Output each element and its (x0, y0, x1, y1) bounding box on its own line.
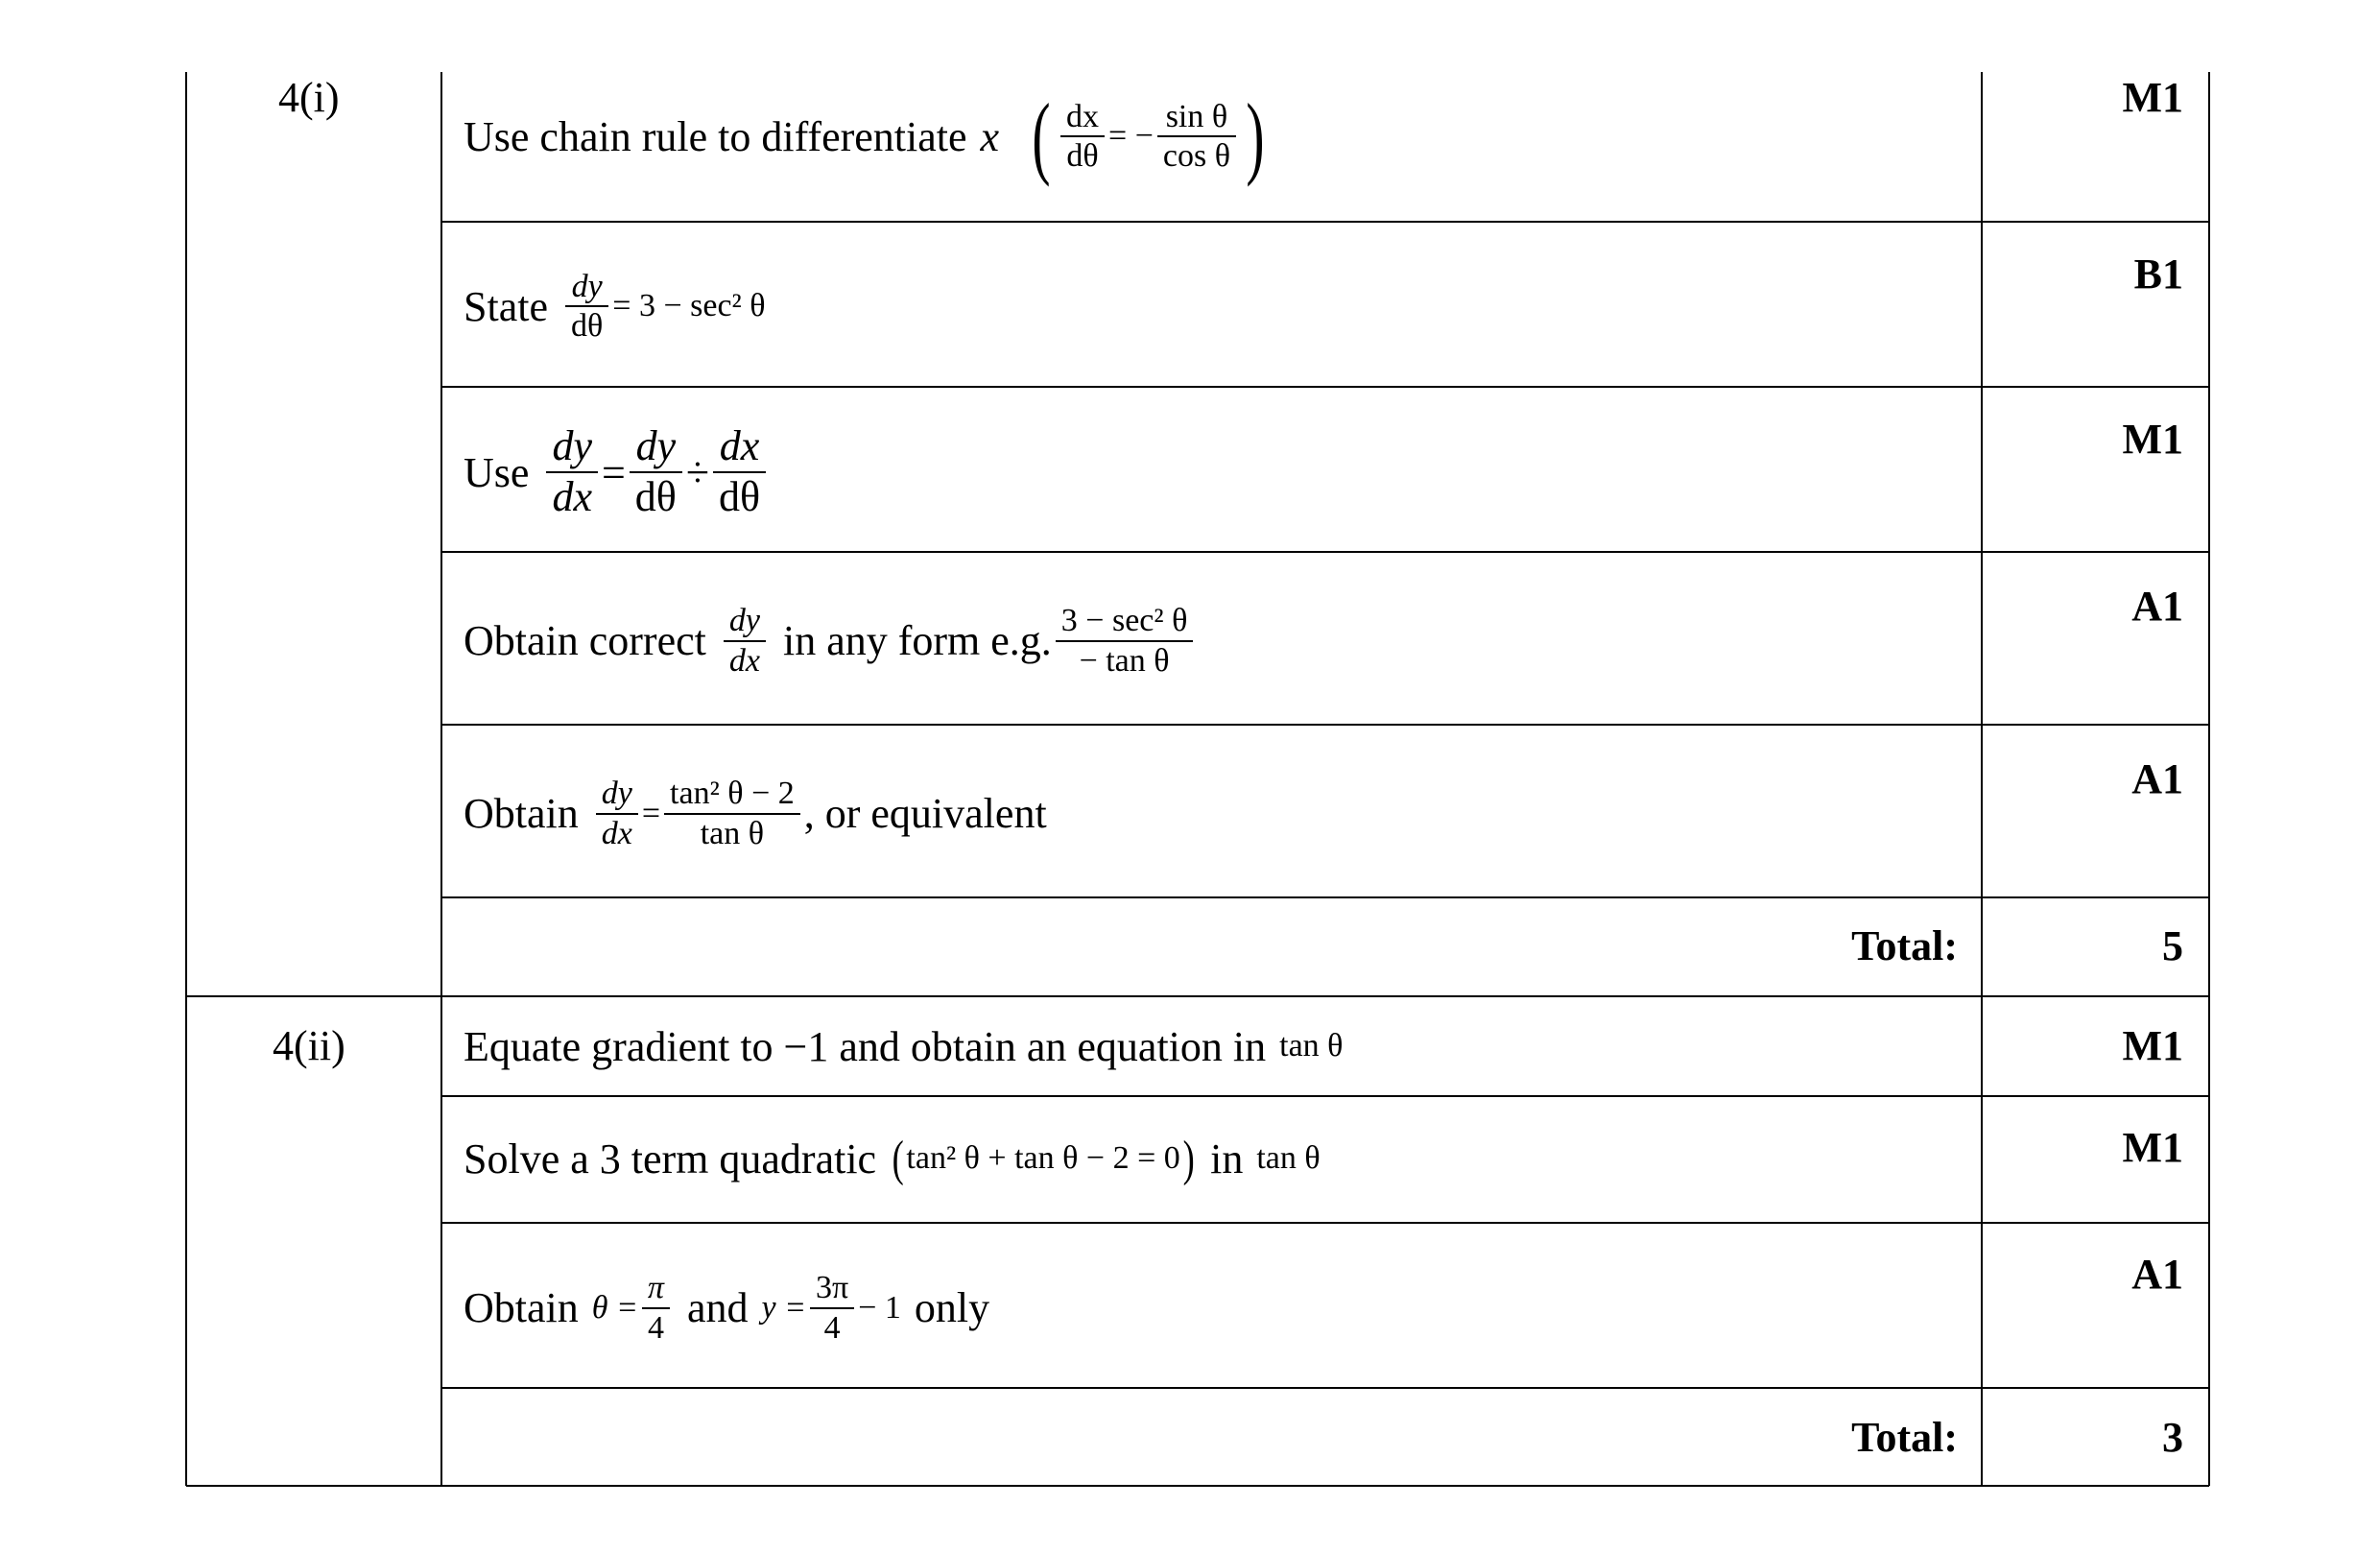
fraction-dy-dtheta: $\frac{dy}{d\theta}$ (565, 268, 608, 345)
fraction-dy-dtheta-2: $\frac{dy}{d\theta}$ (630, 422, 682, 521)
fraction-dy-dx: $\frac{dy}{dx}$ (546, 422, 598, 521)
variable-x: x (980, 112, 1000, 160)
total-value-4ii: 3 (2162, 1414, 2183, 1461)
fraction-dx-dtheta-2: $\frac{dx}{d\theta}$ (713, 422, 766, 521)
word-in: in (1210, 1135, 1244, 1183)
total-label-4i: Total: (1851, 922, 1958, 969)
mark-4ii-1: M1 (2122, 1022, 2183, 1069)
expr-tan-theta: tan θ (1279, 1028, 1344, 1063)
mark-4i-5: A1 (2131, 755, 2183, 802)
row-4ii-2-label: Solve a 3 term quadratic (464, 1135, 877, 1183)
mark-4i-4: A1 (2131, 583, 2183, 630)
equals-sign-2: = (641, 795, 661, 831)
row-4i-4-middle-text: in any form e.g. (782, 617, 1052, 664)
question-number-4ii: 4(ii) (273, 1022, 345, 1069)
fraction-3pi-over-4: $\frac{3\pi}{4}$ (810, 1269, 854, 1346)
row-4i-2-label: State (464, 282, 548, 330)
fraction-dy-dx-3: $\frac{dy}{dx}$ (596, 775, 638, 851)
fraction-tan2-minus-2-over-tan: $\frac{\text{tan² θ − 2}}{\text{tan θ}}$ (664, 775, 800, 851)
mark-4i-3: M1 (2122, 416, 2183, 463)
row-4i-5-label: Obtain (464, 790, 579, 837)
row-4i-3-label: Use (464, 448, 530, 496)
fraction-pi-over-4: $\frac{\pi}{4}$ (642, 1269, 670, 1346)
mark-4i-2: B1 (2133, 251, 2183, 298)
expr-quadratic: tan² θ + tan θ − 2 = 0 (906, 1140, 1180, 1176)
row-4i-3-text (464, 415, 770, 530)
y-equals: y = (761, 1289, 807, 1326)
mark-4ii-2: M1 (2122, 1124, 2183, 1171)
divide-sign: ÷ (685, 448, 710, 496)
row-4i-2-text (464, 253, 766, 359)
word-and: and (686, 1284, 749, 1331)
total-value-4i: 5 (2162, 922, 2183, 969)
fraction-dx-dtheta: $\frac{dx}{d\theta}$ (1060, 98, 1105, 175)
row-4i-1-label: Use chain rule to differentiate (464, 112, 967, 160)
row-4i-5-text (464, 758, 1047, 869)
row-4i-5-tail: , or equivalent (803, 790, 1047, 837)
mark-4ii-3: A1 (2131, 1251, 2183, 1298)
minus-one: − 1 (858, 1289, 901, 1326)
fraction-dy-dx-2: $\frac{dy}{dx}$ (724, 602, 766, 679)
mark-4i-1: M1 (2122, 74, 2183, 121)
row-4ii-1-label: Equate gradient to −1 and obtain an equation in (464, 1022, 1267, 1070)
row-4ii-3-label: Obtain (464, 1284, 579, 1331)
question-number-4i: 4(i) (278, 74, 340, 121)
row-4ii-1-text (464, 1021, 1343, 1071)
theta-equals: θ = (591, 1289, 638, 1326)
row-4i-1-text: Use chain rule to differentiate x ( $\frac{dx}{d\theta}$ = − $\frac{\text{sin θ}}{\text{cos θ}}$ ) (464, 84, 1265, 187)
row-4i-4-label: Obtain correct (464, 617, 706, 664)
row-4i-4-text (464, 585, 1197, 696)
row-4ii-2-text: Solve a 3 term quadratic ( tan² θ + tan θ − 2 = 0 ) in tan θ (464, 1131, 1321, 1186)
expr-tan-theta-2: tan θ (1256, 1140, 1321, 1176)
fraction-3-minus-sec2-over-minus-tan: $\frac{\text{3 − sec² θ}}{\text{− tan θ}}$ (1056, 602, 1194, 679)
row-4ii-3-text (464, 1253, 989, 1363)
rhs-3-minus-sec2: = 3 − sec² θ (612, 288, 766, 323)
word-only: only (914, 1284, 990, 1331)
equals-minus: = − (1108, 118, 1154, 154)
equals-sign: = (601, 448, 626, 496)
fraction-sin-cos: $\frac{\text{sin θ}}{\text{cos θ}}$ (1157, 98, 1236, 175)
total-label-4ii: Total: (1851, 1414, 1958, 1461)
